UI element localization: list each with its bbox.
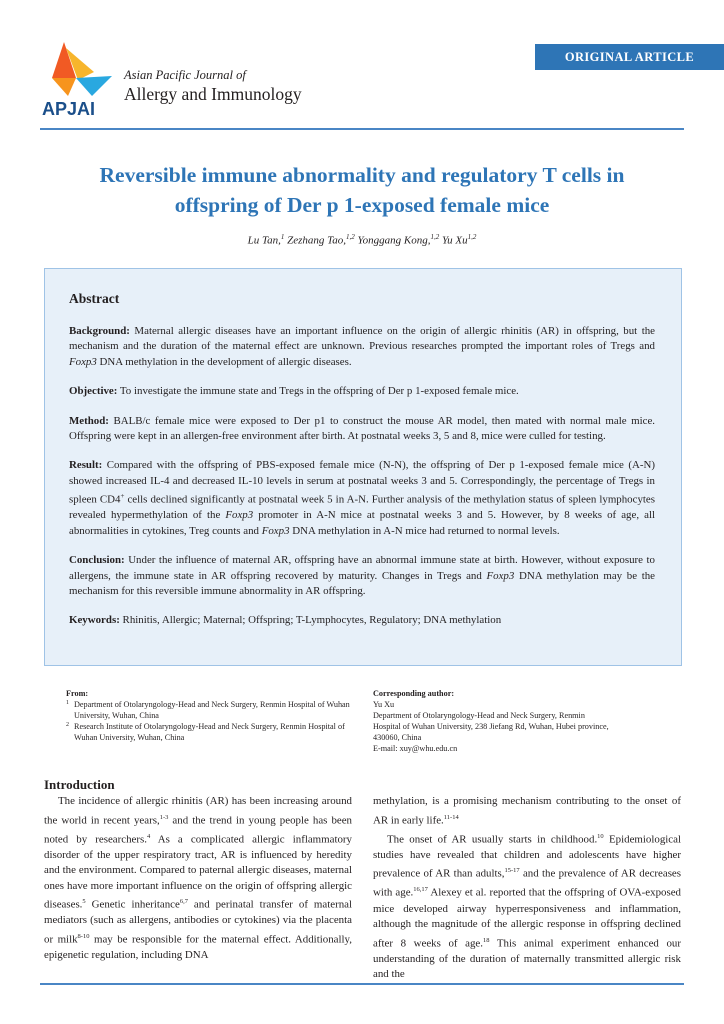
author-1-affil: 1	[280, 233, 285, 241]
abstract-conclusion: Conclusion: Under the influence of maternal AR, offspring have an abnormal immune state at birth. However, without exposure to allergens, the immune state in AR offspring recovered by maturity. Changes in Tregs and Foxp3 DNA methylation may be the mechanism for this reversible immune abnormality in AR offspring.	[69, 554, 656, 597]
author-2: Zezhang Tao,	[284, 234, 347, 247]
abstract-objective: Objective: To investigate the immune state and Tregs in the offspring of Der p 1-exposed female mice.	[69, 385, 519, 398]
affiliation-2: 2 Research Institute of Otolaryngology-Head and Neck Surgery, Renmin Hospital of Wuhan University, Wuhan, China	[66, 722, 345, 742]
body-column-left	[44, 794, 352, 964]
footer-divider	[40, 983, 684, 985]
apjai-logo	[40, 40, 118, 120]
corresponding-author	[373, 688, 673, 754]
intro-paragraph-1-continued: methylation, is a promising mechanism contributing to the onset of AR in early life.$^{11-14}$	[373, 795, 681, 827]
corresponding-heading: Corresponding author:	[373, 689, 455, 698]
author-list	[40, 233, 684, 247]
article-type-badge: ORIGINAL ARTICLE	[535, 44, 724, 70]
abstract-keywords: Keywords: Rhinitis, Allergic; Maternal; Offspring; T-Lymphocytes, Regulatory; DNA methylation	[69, 614, 502, 627]
author-3: Yonggang Kong,	[354, 234, 431, 247]
title-line-1: Reversible immune abnormality and regulatory T cells in	[99, 163, 625, 187]
header-divider	[40, 128, 684, 130]
article-title	[40, 160, 684, 220]
corresponding-name: Yu Xu	[373, 700, 395, 709]
title-line-2: offspring of Der p 1-exposed female mice	[174, 193, 550, 217]
author-2-affil: 1,2	[346, 233, 355, 241]
corresponding-dept: Department of Otolaryngology-Head and Neck Surgery, Renmin	[373, 711, 585, 720]
intro-paragraph-1: The incidence of allergic rhinitis (AR) has been increasing around the world in recent years,$^{1-3}$ and the trend in young people has been noted by researchers.$^4$ As a complicated allergic inflammatory disorder of the upper respiratory tract, AR is influenced by heredity and the environment. Compared to paternal allergic diseases, maternal ones have more important influence on the origin of offspring allergic diseases.$^5$ Genetic inheritance$^{6,7}$ and perinatal transfer of maternal mediators (such as allergens, antibodies or cytokines) via the placenta or milk$^{8-10}$ may be responsible for the maternal effect. Additionally, epigenetic regulation, including DNA	[44, 795, 353, 961]
abstract-heading: Abstract	[69, 291, 120, 306]
author-4: Yu Xu	[439, 234, 468, 247]
journal-name: Allergy and Immunology	[124, 84, 302, 104]
author-1: Lu Tan,	[247, 234, 281, 247]
logo-text: APJAI	[42, 99, 96, 119]
abstract-method: Method: BALB/c female mice were exposed to Der p1 to construct the mouse AR model, then mated with normal male mice. Offspring were kept in an allergen-free environment after birth. At postnatal weeks 3, 5 and 8, mice were culled for testing.	[69, 414, 655, 443]
affiliations	[66, 688, 356, 743]
introduction-heading: Introduction	[44, 777, 115, 792]
author-3-affil: 1,2	[430, 233, 440, 241]
corresponding-email[interactable]: E-mail: xuy@whu.edu.cn	[373, 744, 458, 753]
affiliation-1: 1 Department of Otolaryngology-Head and Neck Surgery, Renmin Hospital of Wuhan University, Wuhan, China	[66, 700, 350, 720]
author-4-affil: 1,2	[467, 233, 477, 241]
corresponding-postal: 430060, China	[373, 733, 422, 742]
intro-paragraph-2: The onset of AR usually starts in childhood.$^{10}$ Epidemiological studies have revealed that children and adolescents have higher prevalence of AR than adults,$^{15-17}$ and the prevalence of AR decreases with age.$^{16,17}$ Alexey et al. reported that the offspring of OVA-exposed mice developed airway hyperresponsiveness and inflammation, although the magnitude of the allergic response in offspring declined after 8 weeks of age.$^{18}$ This animal experiment enhanced our understanding of the duration of maternally transmitted allergic risk and the	[373, 832, 682, 981]
journal-subtitle: Asian Pacific Journal of	[124, 68, 246, 82]
corresponding-address: Hospital of Wuhan University, 238 Jiefang Rd, Wuhan, Hubei province,	[373, 722, 609, 731]
abstract-background: Background: Maternal allergic diseases have an important influence on the origin of allergic rhinitis (AR) in offspring, but the mechanism and the duration of the maternal effect are unknown. Previous researches prompted the important roles of Tregs and Foxp3 DNA methylation in the development of allergic diseases.	[69, 325, 655, 368]
abstract-result: Result: Compared with the offspring of PBS-exposed female mice (N-N), the offspring of Der p 1-exposed female mice (A-N) showed increased IL-4 and decreased IL-10 levels in serum at postnatal weeks 3 and 5. Correspondingly, the percentage of Tregs in spleen CD4+ cells declined significantly at postnatal week 5 in A-N. Further analysis of the methylation status of spleen lymphocytes revealed hypermethylation of the Foxp3 promoter in A-N mice at postnatal weeks 3 and 5. However, by 8 weeks of age, all abnormalities in cytokines, Treg counts and Foxp3 DNA methylation in A-N mice had returned to normal levels.	[69, 459, 656, 537]
affiliations-heading: From:	[66, 689, 89, 698]
abstract-box	[44, 268, 682, 666]
body-column-right	[373, 794, 681, 983]
